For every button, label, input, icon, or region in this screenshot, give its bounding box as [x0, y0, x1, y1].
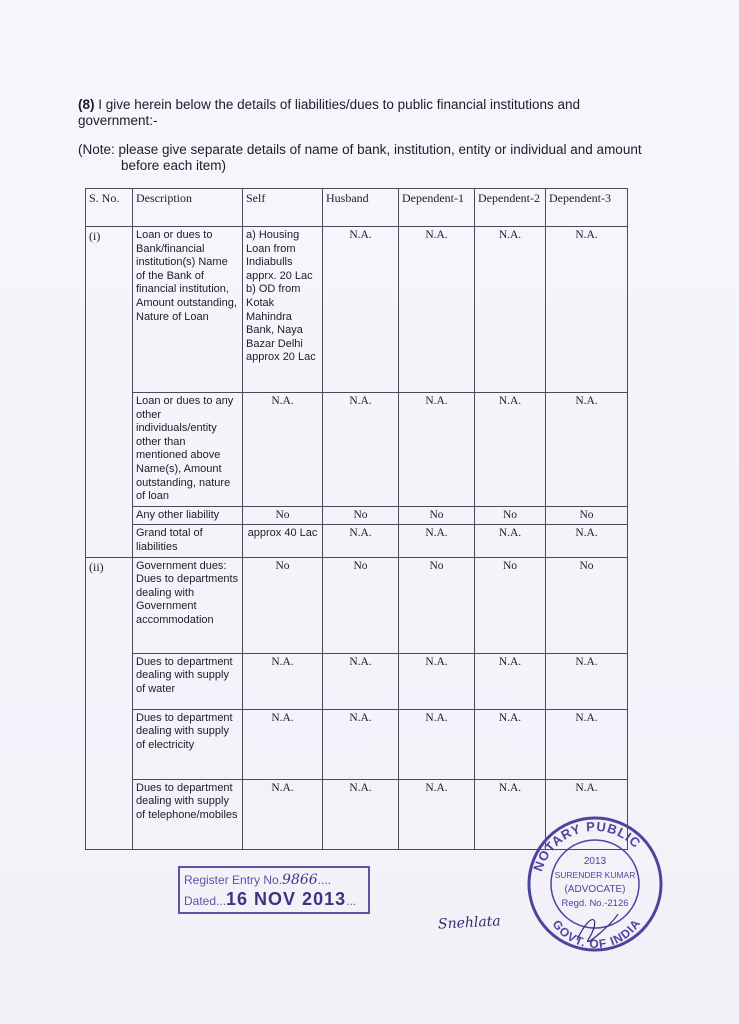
self-cell: a) Housing Loan from Indiabulls apprx. 20 Lac b) OD from Kotak Mahindra Bank, Naya Bazar Delhi approx 20 Lac [243, 227, 323, 393]
header-self: Self [243, 189, 323, 227]
husband-cell: N.A. [323, 779, 399, 849]
note-paragraph [78, 142, 718, 174]
dependent-1-cell: No [399, 506, 475, 525]
notary-year: 2013 [583, 856, 607, 867]
dependent-2-cell: No [475, 506, 546, 525]
table-row [86, 525, 628, 557]
description-cell: Grand total of liabilities [133, 525, 243, 557]
dependent-3-cell: N.A. [546, 525, 628, 557]
dependent-3-cell: N.A. [546, 779, 628, 849]
table-row [86, 393, 628, 507]
dependent-2-cell: N.A. [475, 653, 546, 709]
header-sno: S. No. [86, 189, 133, 227]
register-date: 16 NOV 2013 [226, 889, 347, 909]
header-description: Description [133, 189, 243, 227]
register-entry-stamp [178, 866, 370, 914]
dependent-2-cell: N.A. [475, 709, 546, 779]
note-line-2: before each item) [121, 158, 227, 173]
husband-cell: N.A. [323, 227, 399, 393]
dependent-1-cell: N.A. [399, 779, 475, 849]
notary-bottom-text: GOVT. OF INDIA [549, 916, 644, 952]
husband-cell: N.A. [323, 653, 399, 709]
liabilities-intro [78, 97, 638, 129]
description-cell: Dues to department dealing with supply of water [133, 653, 243, 709]
notary-name: SURENDER KUMAR [554, 870, 636, 880]
husband-cell: No [323, 557, 399, 653]
register-entry-line: Register Entry No.9866.... [184, 872, 332, 888]
table-row [86, 709, 628, 779]
dependent-3-cell: N.A. [546, 227, 628, 393]
item-number: (8) [78, 97, 95, 112]
notary-seal [522, 808, 668, 954]
dependent-3-cell: No [546, 557, 628, 653]
husband-cell: N.A. [323, 525, 399, 557]
register-entry-number: 9866 [282, 872, 318, 888]
notary-role: (ADVOCATE) [564, 884, 626, 895]
register-dated-label: Dated. [184, 894, 220, 908]
husband-cell: N.A. [323, 393, 399, 507]
dependent-2-cell: N.A. [475, 227, 546, 393]
handwritten-signature: Snehlata [437, 913, 502, 933]
self-cell: N.A. [243, 393, 323, 507]
description-cell: Dues to department dealing with supply of electricity [133, 709, 243, 779]
description-cell: Loan or dues to any other individuals/entity other than mentioned above Name(s), Amount outstanding, nature of loan [133, 393, 243, 507]
dependent-2-cell: No [475, 557, 546, 653]
dependent-2-cell: N.A. [475, 779, 546, 849]
notary-top-text: NOTARY PUBLIC [530, 818, 645, 874]
intro-text: I give herein below the details of liabilities/dues to public financial institutions and government:- [78, 97, 581, 128]
husband-cell: N.A. [323, 709, 399, 779]
liabilities-table [85, 188, 628, 850]
header-dependent-3: Dependent-3 [546, 189, 628, 227]
self-cell: N.A. [243, 779, 323, 849]
dependent-1-cell: No [399, 557, 475, 653]
dependent-1-cell: N.A. [399, 393, 475, 507]
description-cell: Any other liability [133, 506, 243, 525]
self-cell: approx 40 Lac [243, 525, 323, 557]
register-date-line: Dated...16 NOV 2013... [184, 889, 357, 909]
description-cell: Dues to department dealing with supply of telephone/mobiles [133, 779, 243, 849]
self-cell: N.A. [243, 653, 323, 709]
dependent-3-cell: No [546, 506, 628, 525]
notary-regd: Regd. No.-2126 [561, 898, 629, 909]
dependent-3-cell: N.A. [546, 653, 628, 709]
table-header-row [86, 189, 628, 227]
header-dependent-2: Dependent-2 [475, 189, 546, 227]
self-cell: No [243, 506, 323, 525]
table-row [86, 557, 628, 653]
self-cell: No [243, 557, 323, 653]
sno-cell: (ii) [86, 557, 133, 849]
dependent-3-cell: N.A. [546, 709, 628, 779]
table-row [86, 653, 628, 709]
description-cell: Loan or dues to Bank/financial institution(s) Name of the Bank of financial institution, Amount outstanding, Nature of Loan [133, 227, 243, 393]
table-row [86, 227, 628, 393]
dependent-1-cell: N.A. [399, 709, 475, 779]
description-cell: Government dues: Dues to departments dealing with Government accommodation [133, 557, 243, 653]
sno-cell: (i) [86, 227, 133, 558]
dependent-1-cell: N.A. [399, 653, 475, 709]
dependent-1-cell: N.A. [399, 525, 475, 557]
dependent-2-cell: N.A. [475, 393, 546, 507]
header-husband: Husband [323, 189, 399, 227]
header-dependent-1: Dependent-1 [399, 189, 475, 227]
dependent-3-cell: N.A. [546, 393, 628, 507]
table-row [86, 506, 628, 525]
self-cell: N.A. [243, 709, 323, 779]
dependent-2-cell: N.A. [475, 525, 546, 557]
note-line-1: (Note: please give separate details of name of bank, institution, entity or individual and amount [78, 142, 642, 157]
husband-cell: No [323, 506, 399, 525]
dependent-1-cell: N.A. [399, 227, 475, 393]
register-entry-label: Register Entry No. [184, 873, 283, 887]
